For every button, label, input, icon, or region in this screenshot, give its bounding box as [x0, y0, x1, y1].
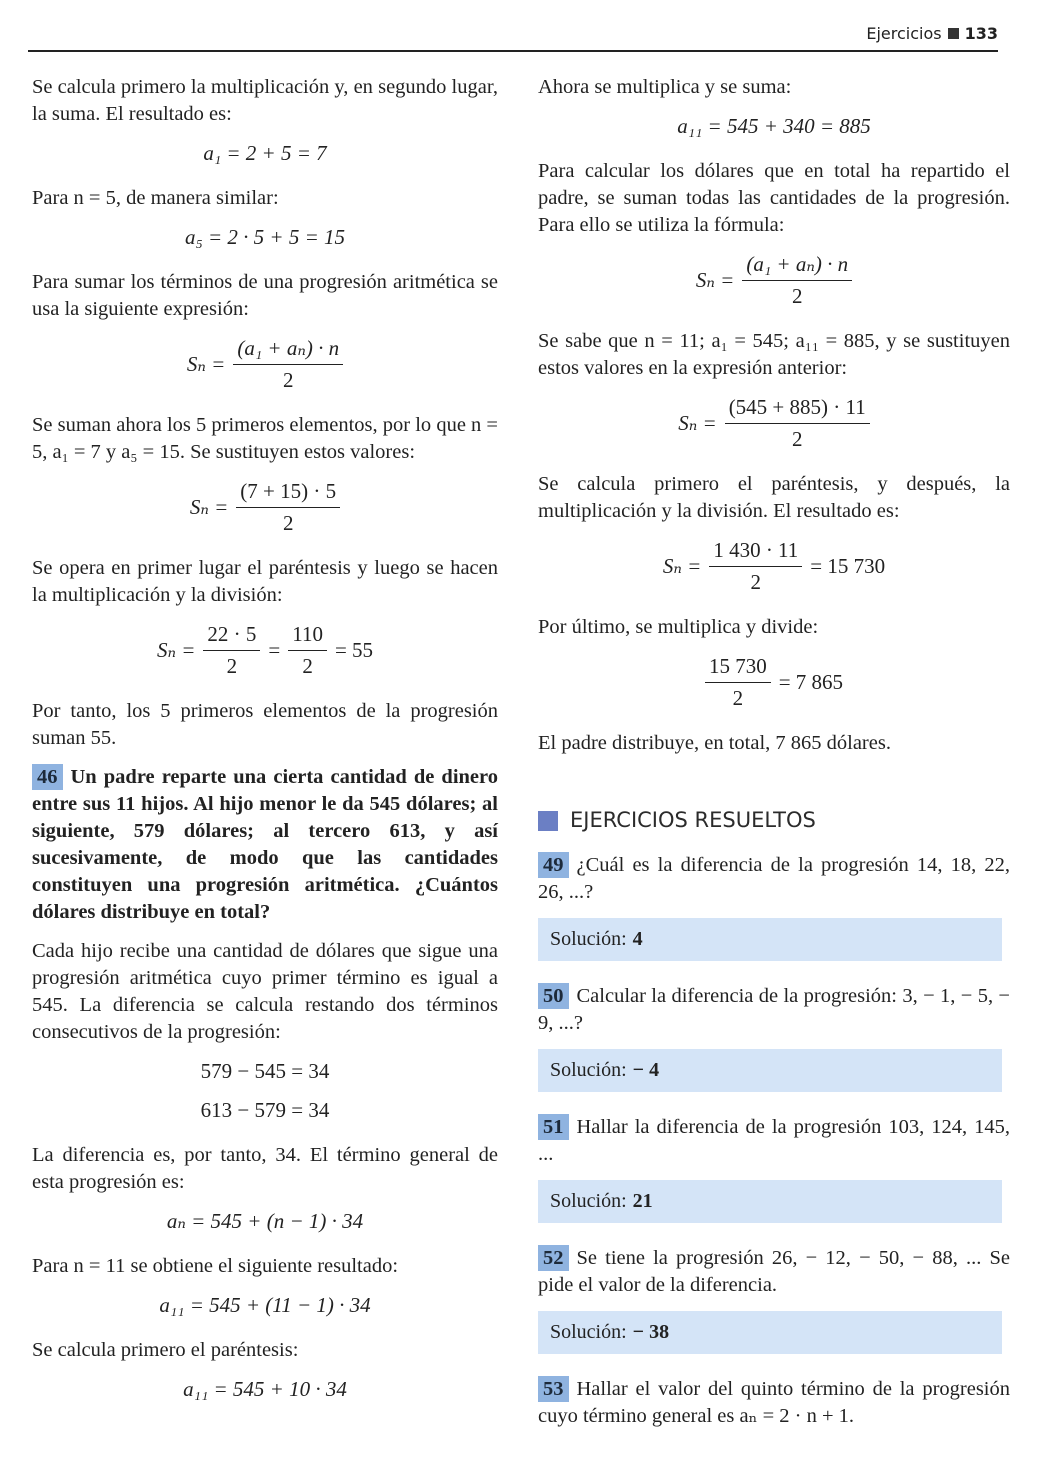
denominator: 2: [732, 686, 744, 710]
solution-value: − 38: [632, 1321, 670, 1343]
fraction: [236, 478, 340, 537]
equation: a₁₁ = 545 + (11 − 1) · 34: [159, 1293, 371, 1317]
equation: a₅ = 2 · 5 + 5 = 15: [184, 225, 346, 249]
exercise-statement: Hallar la diferencia de la progresión 103, 124, 145, ...: [538, 1116, 1010, 1165]
section-heading: [538, 807, 1010, 834]
exercise-number-badge: 46: [32, 764, 63, 790]
denominator: 2: [750, 570, 762, 594]
paragraph: Cada hijo recibe una cantidad de dólares que sigue una progresión aritmética cuyo primer término es igual a 545. La diferencia se calcula restando dos términos consecutivos de la progresión:: [32, 940, 498, 1043]
solution-box: [538, 1049, 1002, 1092]
formula-result: [538, 537, 1010, 596]
section-square-icon: [538, 811, 558, 831]
exercise-51: [538, 1114, 1010, 1168]
exercise-53: [538, 1376, 1010, 1430]
result: = 55: [334, 638, 374, 662]
exercise-number-badge: 51: [538, 1114, 569, 1140]
page-header: [866, 24, 998, 43]
fraction: [725, 394, 870, 453]
paragraph: Para n = 11 se obtiene el siguiente resultado:: [32, 1255, 399, 1277]
exercise-50: [538, 983, 1010, 1037]
solution-value: 4: [632, 928, 643, 950]
equation: a₁ = 2 + 5 = 7: [203, 141, 327, 165]
exercise-number-badge: 53: [538, 1376, 569, 1402]
exercise-statement: Se tiene la progresión 26, − 12, − 50, − 88, ... Se pide el valor de la diferencia.: [538, 1247, 1010, 1296]
equation: 579 − 545 = 34: [200, 1059, 330, 1083]
formula-lhs: Sₙ =: [156, 638, 196, 662]
solution-value: 21: [632, 1190, 653, 1212]
numerator: 110: [288, 621, 327, 651]
numerator: 22 · 5: [203, 621, 260, 651]
solution-label: Solución:: [550, 1190, 627, 1212]
fraction: [288, 621, 327, 680]
exercise-number-badge: 49: [538, 852, 569, 878]
numerator: 15 730: [705, 653, 771, 683]
paragraph: Para n = 5, de manera similar:: [32, 187, 279, 209]
exercise-statement: Calcular la diferencia de la progresión: 3, − 1, − 5, − 9, ...?: [538, 985, 1010, 1034]
right-column: [538, 74, 1010, 1442]
formula-lhs: Sₙ =: [189, 495, 229, 519]
exercise-statement: ¿Cuál es la diferencia de la progresión 14, 18, 22, 26, ...?: [538, 854, 1010, 903]
paragraph: Se suman ahora los 5 primeros elementos, por lo que n = 5, a₁ = 7 y a₅ = 15. Se sustituyen estos valores:: [32, 414, 498, 463]
formula-division: [538, 653, 1010, 712]
formula-lhs: Sₙ =: [186, 352, 226, 376]
paragraph: Se sabe que n = 11; a₁ = 545; a₁₁ = 885, y se sustituyen estos valores en la expresión anterior:: [538, 330, 1010, 379]
paragraph: Se calcula primero la multiplicación y, en segundo lugar, la suma. El resultado es:: [32, 76, 498, 125]
exercise-49: [538, 852, 1010, 906]
left-column: [32, 74, 498, 1421]
result: = 7 865: [778, 670, 844, 694]
section-title: EJERCICIOS RESUELTOS: [570, 808, 816, 832]
formula-substituted: [32, 478, 498, 537]
denominator: 2: [791, 284, 803, 308]
equation: 613 − 579 = 34: [200, 1098, 330, 1122]
formula-lhs: Sₙ =: [678, 411, 717, 435]
header-section: Ejercicios: [866, 24, 942, 43]
formula-result: [32, 621, 498, 680]
equation: a₁₁ = 545 + 340 = 885: [677, 114, 871, 138]
equation: aₙ = 545 + (n − 1) · 34: [166, 1209, 364, 1233]
solution-label: Solución:: [550, 1321, 627, 1343]
paragraph: Para sumar los términos de una progresión aritmética se usa la siguiente expresión:: [32, 271, 498, 320]
denominator: 2: [791, 427, 803, 451]
paragraph: Se calcula primero el paréntesis, y después, la multiplicación y la división. El resultado es:: [538, 473, 1010, 522]
numerator: 1 430 · 11: [709, 537, 802, 567]
solution-box: [538, 1180, 1002, 1223]
denominator: 2: [226, 654, 238, 678]
exercise-52: [538, 1245, 1010, 1299]
numerator: (a₁ + aₙ) · n: [233, 335, 343, 365]
solution-value: − 4: [632, 1059, 660, 1081]
exercise-statement: Un padre reparte una cierta cantidad de dinero entre sus 11 hijos. Al hijo menor le da 545 dólares; al siguiente, 579 dólares; al tercero 613, y así sucesivamente, de modo que las cantidades constituyen una progresión aritmética. ¿Cuántos dólares distribuye en total?: [32, 766, 498, 923]
paragraph: La diferencia es, por tanto, 34. El término general de esta progresión es:: [32, 1144, 498, 1193]
fraction: [709, 537, 802, 596]
denominator: 2: [282, 511, 294, 535]
denominator: 2: [282, 368, 294, 392]
paragraph: Para calcular los dólares que en total ha repartido el padre, se suman todas las cantidades de la progresión. Para ello se utiliza la fórmula:: [538, 160, 1010, 236]
solution-label: Solución:: [550, 928, 627, 950]
fraction: [705, 653, 771, 712]
fraction: [203, 621, 260, 680]
paragraph: Se calcula primero el paréntesis:: [32, 1339, 299, 1361]
page-number: 133: [964, 24, 998, 43]
equation: a₁₁ = 545 + 10 · 34: [183, 1377, 347, 1401]
result: = 15 730: [810, 554, 886, 578]
numerator: (545 + 885) · 11: [725, 394, 870, 424]
formula-substituted: [538, 394, 1010, 453]
numerator: (7 + 15) · 5: [236, 478, 340, 508]
paragraph: Se opera en primer lugar el paréntesis y luego se hacen la multiplicación y la división:: [32, 557, 498, 606]
solution-box: [538, 1311, 1002, 1354]
formula-lhs: Sₙ =: [695, 268, 735, 292]
exercise-number-badge: 50: [538, 983, 569, 1009]
solution-label: Solución:: [550, 1059, 627, 1081]
exercise-46: [32, 764, 498, 926]
paragraph: Ahora se multiplica y se suma:: [538, 76, 792, 98]
formula-sum: [538, 251, 1010, 310]
formula-sum: [32, 335, 498, 394]
denominator: 2: [302, 654, 313, 678]
formula-lhs: Sₙ =: [662, 554, 702, 578]
exercise-number-badge: 52: [538, 1245, 569, 1271]
header-square-icon: [948, 28, 959, 39]
fraction: [233, 335, 343, 394]
paragraph: El padre distribuye, en total, 7 865 dólares.: [538, 732, 891, 754]
fraction: [742, 251, 852, 310]
paragraph: Por último, se multiplica y divide:: [538, 616, 819, 638]
paragraph: Por tanto, los 5 primeros elementos de la progresión suman 55.: [32, 700, 498, 749]
numerator: (a₁ + aₙ) · n: [742, 251, 852, 281]
exercise-statement: Hallar el valor del quinto término de la progresión cuyo término general es aₙ = 2 · n + 1.: [538, 1378, 1010, 1427]
equals-sign: =: [268, 638, 281, 662]
header-rule: [28, 50, 998, 52]
solution-box: [538, 918, 1002, 961]
